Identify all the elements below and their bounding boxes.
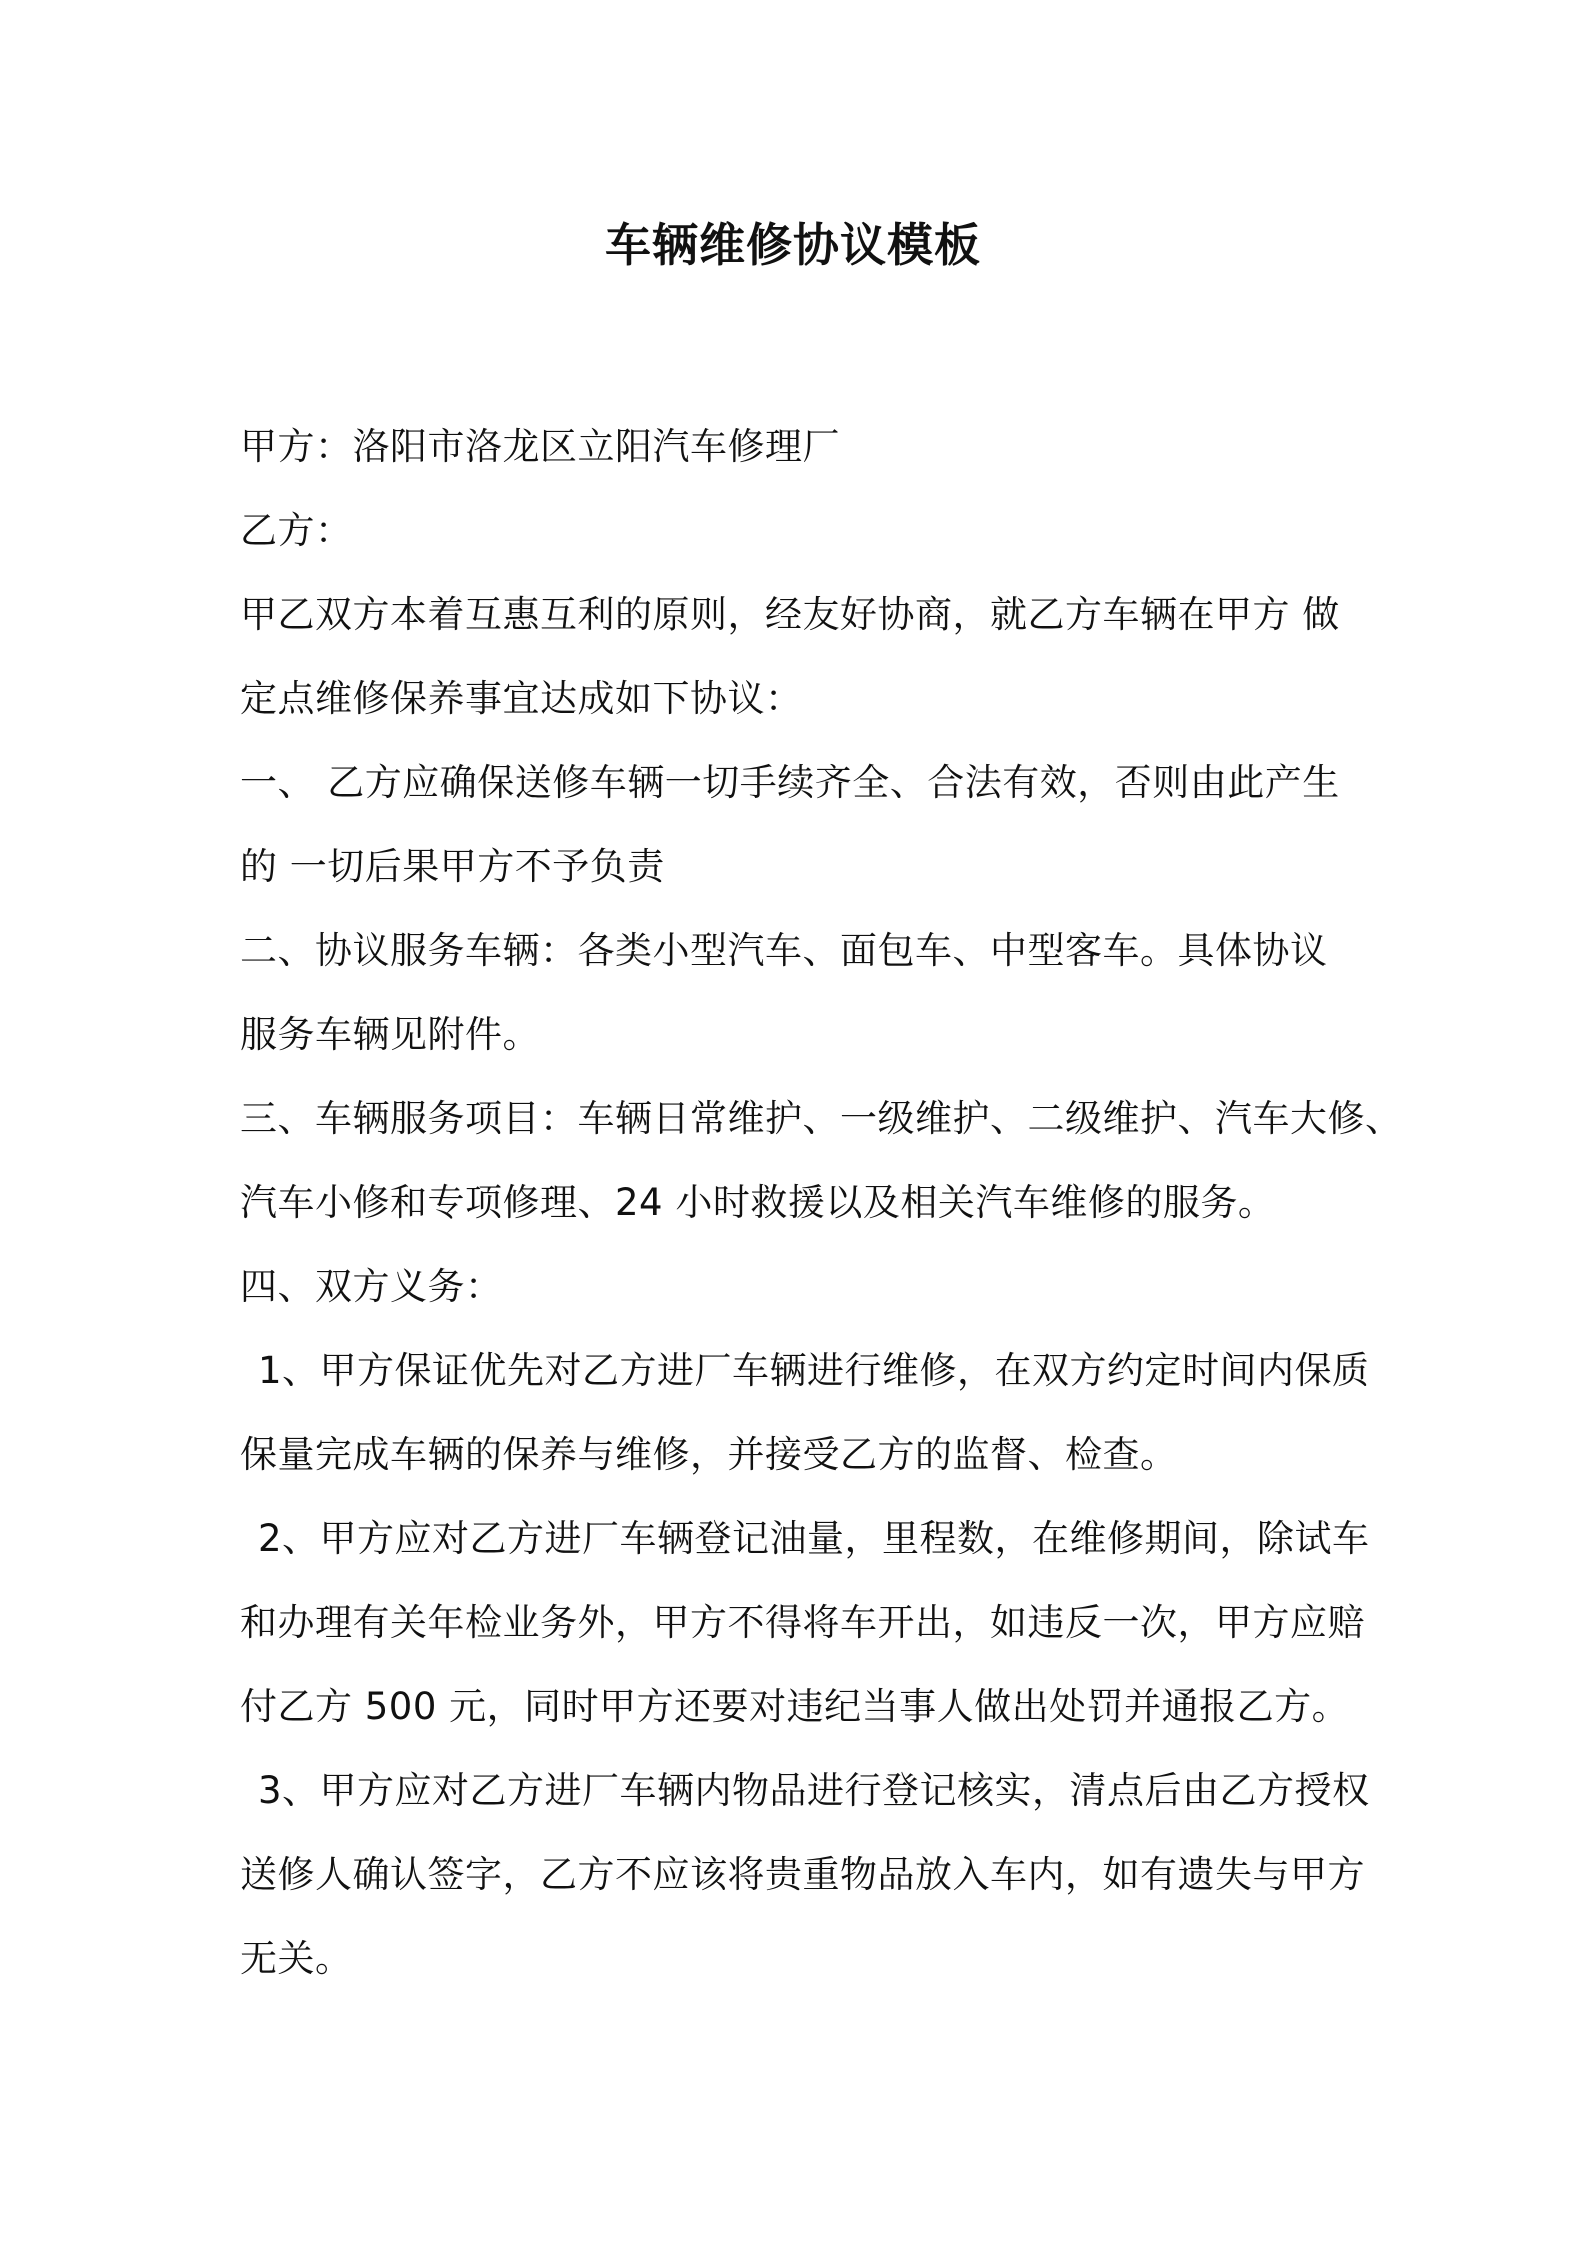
clause-3-line-1: 三、车辆服务项目：车辆日常维护、一级维护、二级维护、汽车大修、 xyxy=(240,1097,1403,1140)
obligation-2-line-1: 2、甲方应对乙方进厂车辆登记油量，里程数，在维修期间，除试车 xyxy=(258,1517,1370,1560)
clause-1-line-2: 的 一切后果甲方不予负责 xyxy=(240,845,665,888)
obligation-3-line-3: 无关。 xyxy=(240,1937,353,1980)
clause-2-line-2: 服务车辆见附件。 xyxy=(240,1013,540,1056)
obligation-2-line-2: 和办理有关年检业务外，甲方不得将车开出，如违反一次，甲方应赔 xyxy=(240,1601,1365,1644)
intro-line-1: 甲乙双方本着互惠互利的原则，经友好协商，就乙方车辆在甲方 做 xyxy=(240,593,1340,636)
obligation-3-line-1: 3、甲方应对乙方进厂车辆内物品进行登记核实，清点后由乙方授权 xyxy=(258,1769,1370,1812)
obligation-2-line-3: 付乙方 500 元，同时甲方还要对违纪当事人做出处罚并通报乙方。 xyxy=(240,1685,1350,1728)
party-b-line: 乙方： xyxy=(240,509,353,552)
clause-1-line-1: 一、 乙方应确保送修车辆一切手续齐全、合法有效，否则由此产生 xyxy=(240,761,1340,804)
obligation-3-line-2: 送修人确认签字，乙方不应该将贵重物品放入车内，如有遗失与甲方 xyxy=(240,1853,1365,1896)
document-body xyxy=(240,405,1403,2001)
clause-2-line-1: 二、协议服务车辆：各类小型汽车、面包车、中型客车。具体协议 xyxy=(240,929,1328,972)
party-a-line: 甲方：洛阳市洛龙区立阳汽车修理厂 xyxy=(240,425,840,468)
clause-4-heading: 四、双方义务： xyxy=(240,1265,503,1308)
obligation-1-line-2: 保量完成车辆的保养与维修，并接受乙方的监督、检查。 xyxy=(240,1433,1178,1476)
clause-3-line-2: 汽车小修和专项修理、24 小时救援以及相关汽车维修的服务。 xyxy=(240,1181,1276,1224)
intro-line-2: 定点维修保养事宜达成如下协议： xyxy=(240,677,803,720)
document-title: 车辆维修协议模板 xyxy=(605,218,981,272)
obligation-1-line-1: 1、甲方保证优先对乙方进厂车辆进行维修，在双方约定时间内保质 xyxy=(258,1349,1370,1392)
